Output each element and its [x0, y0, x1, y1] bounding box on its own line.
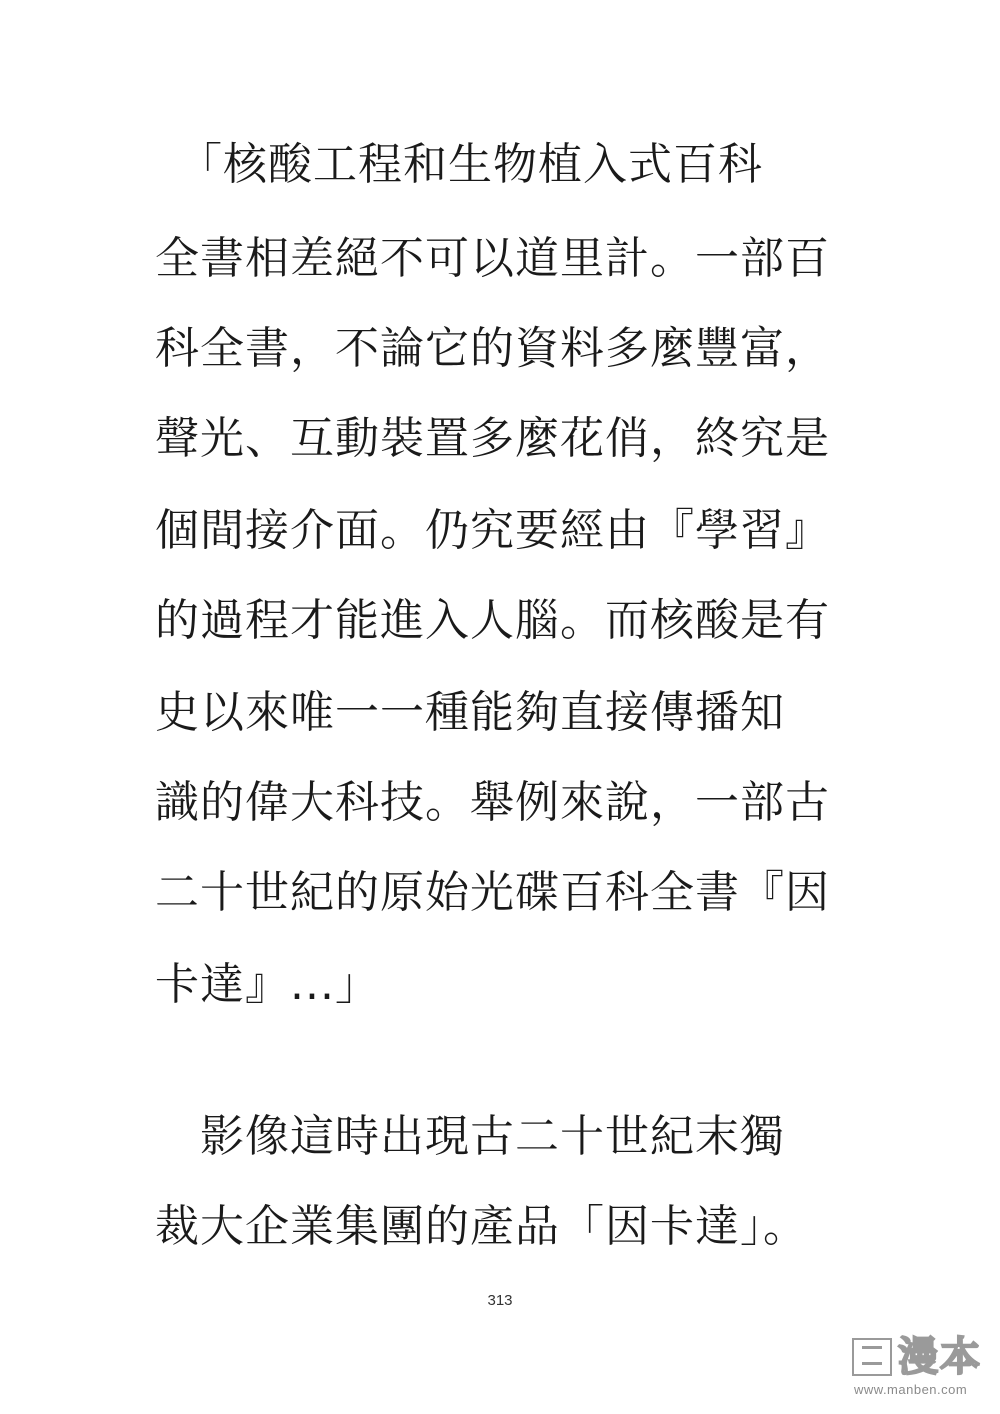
- text-line: 識的偉大科技。舉例來說，一部古: [155, 777, 830, 828]
- watermark-logo: [852, 1334, 992, 1404]
- text-line: 全書相差絕不可以道里計。一部百: [155, 233, 830, 284]
- text-line: 個間接介面。仍究要經由『學習』: [155, 505, 830, 556]
- text-line: 的過程才能進入人腦。而核酸是有: [155, 595, 830, 646]
- text-line: 影像這時出現古二十世紀末獨: [155, 1111, 785, 1162]
- text-line: 聲光、互動裝置多麼花俏，終究是: [155, 413, 830, 464]
- watermark-icon: [852, 1338, 892, 1376]
- text-line: 「核酸工程和生物植入式百科: [155, 139, 763, 190]
- text-line: 科全書，不論它的資料多麼豐富，: [155, 323, 830, 374]
- watermark-brand: 漫本: [898, 1334, 982, 1380]
- watermark-url: www.manben.com: [854, 1382, 968, 1397]
- text-line: 二十世紀的原始光碟百科全書『因: [155, 867, 830, 918]
- text-line: 史以來唯一一種能夠直接傳播知: [155, 687, 785, 738]
- text-line: 裁大企業集團的產品「因卡達」。: [155, 1201, 808, 1252]
- text-line: 卡達』...」: [155, 959, 380, 1010]
- page-number: 313: [487, 1292, 513, 1309]
